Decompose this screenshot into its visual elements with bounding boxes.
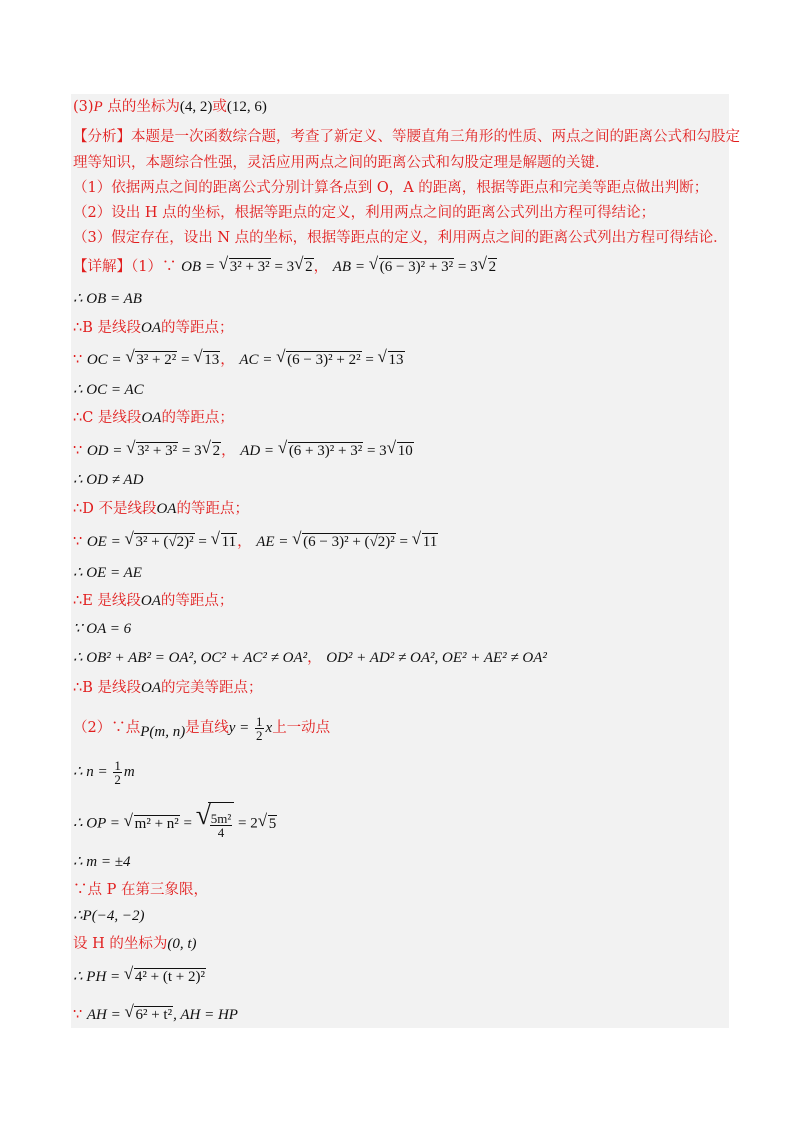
denominator: 4 [217, 825, 225, 841]
math: (4, 2) [179, 99, 213, 115]
ph-line [73, 968, 206, 986]
b-equidistant-line [73, 319, 234, 337]
math: AD = [240, 443, 278, 459]
b-perfect-equidistant-line [73, 679, 263, 697]
radicand: (6 − 3)² + 2² [287, 352, 361, 368]
radicand: (6 − 3)² + 3² [379, 259, 454, 275]
text: 是直线 [185, 720, 229, 736]
text: ∵ [73, 352, 87, 368]
sqrt [276, 351, 361, 369]
radicand: 3² + 2² [136, 352, 177, 368]
denominator: 2 [256, 727, 263, 743]
math: , AH = HP [173, 1007, 238, 1023]
radicand: 13 [204, 352, 220, 368]
oa-eq-6: ∵ OA = 6 [73, 621, 132, 637]
sqrt [193, 351, 220, 369]
radicand: (6 − 3)² + (√2)² [303, 534, 395, 550]
math: OA [141, 320, 161, 336]
p-third-quadrant: ∵点 P 在第三象限， [73, 882, 208, 898]
numerator: 1 [114, 757, 121, 773]
math: = 3 [270, 259, 295, 275]
math: ∴ [73, 908, 83, 924]
sqrt [124, 968, 206, 986]
text: ∴B 是线段 [73, 680, 141, 696]
sqrt [124, 533, 194, 551]
part2-point-p-line [73, 710, 330, 750]
text: ∴D 不是线段 [73, 501, 157, 517]
fraction [210, 812, 233, 839]
text: 点的坐标为 [102, 99, 180, 115]
radicand: 6² + t² [135, 1007, 173, 1023]
squares-line [73, 649, 547, 667]
e-equidistant-line [73, 592, 233, 610]
math: OE = [86, 534, 125, 550]
radicand: 3² + 3² [229, 259, 270, 275]
radicand: 11 [221, 534, 237, 550]
math: OB² + AB² = OA², OC² + AC² ≠ OA² [86, 650, 308, 666]
sqrt [378, 351, 405, 369]
math: = [179, 815, 196, 832]
sqrt [202, 442, 222, 460]
math: AC = [239, 352, 277, 368]
m-eq-pm4: ∴ m = ±4 [73, 854, 131, 870]
ah-line [73, 1006, 238, 1024]
text: 的等距点； [161, 410, 234, 426]
sqrt [387, 442, 414, 460]
math: ∴ [73, 815, 87, 832]
text: 上一动点 [272, 720, 331, 736]
radicand: 2 [305, 259, 313, 275]
text: ∴E 是线段 [73, 593, 141, 609]
analysis-line-2: 理等知识，本题综合性强，灵活应用两点之间的距离公式和勾股定理是解题的关键． [73, 155, 610, 171]
math: OC = [86, 352, 126, 368]
text: ∵ [73, 534, 87, 550]
text: 或 [212, 99, 227, 115]
text: 的等距点； [160, 593, 234, 609]
math: ∴ [73, 969, 87, 985]
sqrt [211, 533, 237, 551]
sqrt-fraction [196, 802, 235, 845]
sqrt [219, 258, 271, 276]
part3-answer-line [73, 98, 267, 116]
text: (3) [73, 99, 94, 115]
text: ， [313, 259, 329, 275]
numerator: 1 [256, 713, 263, 729]
text: ∴C 是线段 [73, 410, 142, 426]
radicand: 10 [397, 443, 413, 459]
sqrt [278, 442, 363, 460]
math: OB = [181, 259, 219, 275]
text: 设 H 的坐标为 [73, 936, 168, 952]
sqrt [369, 258, 454, 276]
math: = [395, 534, 412, 550]
ob-eq-ab: ∴ OB = AB [73, 291, 142, 307]
math: = [361, 352, 378, 368]
math: (0, t) [167, 936, 197, 952]
sqrt [292, 533, 396, 551]
text: ， [220, 352, 235, 368]
sqrt [412, 533, 438, 551]
math: y = [228, 720, 254, 736]
math: OA [141, 410, 162, 426]
d-not-equidistant-line [73, 500, 249, 518]
math: OP = [86, 815, 124, 832]
oe-eq-ae: ∴ OE = AE [73, 565, 142, 581]
math: = 2 [234, 815, 258, 832]
math: AB = [332, 259, 369, 275]
sqrt [294, 258, 314, 276]
text: ， [237, 534, 252, 550]
radicand: 2 [488, 259, 497, 275]
sqrt [124, 1006, 173, 1024]
c-equidistant-line [73, 409, 234, 427]
math: OA [140, 593, 161, 609]
text: 的等距点； [161, 320, 234, 336]
math: P [93, 99, 103, 115]
denominator: 2 [114, 771, 121, 787]
text: ∵ [73, 1007, 87, 1023]
od-neq-ad: ∴ OD ≠ AD [73, 472, 144, 488]
math: OA [156, 501, 177, 517]
text: ， [307, 650, 322, 666]
math: = 3 [178, 443, 202, 459]
math: ∴ [73, 650, 87, 666]
detail-ob-ab-line [73, 258, 497, 276]
oc-eq-ac: ∴ OC = AC [73, 382, 144, 398]
analysis-line-1: 【分析】本题是一次函数综合题，考查了新定义、等腰直角三角形的性质、两点之间的距离公式和勾股定 [73, 129, 740, 145]
text: ， [221, 443, 236, 459]
p-coords-line [73, 907, 144, 925]
math: P(−4, −2) [82, 908, 145, 924]
sqrt [125, 351, 177, 369]
analysis-step-2: （2）设出 H 点的坐标，根据等距点的定义，利用两点之间的距离公式列出方程可得结论； [73, 205, 656, 221]
numerator: √ 5m² [210, 811, 232, 827]
sqrt [124, 804, 180, 844]
math: ∴ [73, 764, 87, 780]
math: x [265, 720, 273, 736]
n-eq-half-m [73, 754, 135, 790]
math: = 3 [363, 443, 387, 459]
math: m [123, 764, 135, 780]
sqrt [478, 258, 498, 276]
analysis-step-1: （1）依据两点之间的距离公式分别计算各点到 O，A 的距离，根据等距点和完美等距点做出判断； [73, 180, 709, 196]
math: AE = [256, 534, 293, 550]
math: OA [141, 680, 161, 696]
text: 的等距点； [176, 501, 249, 517]
math: = 3 [454, 259, 478, 275]
text: （2）∵点 [73, 720, 141, 736]
math: = [194, 534, 211, 550]
math: P(m, n) [140, 724, 186, 740]
math: = [177, 352, 194, 368]
fraction [113, 759, 122, 786]
od-ad-line [73, 442, 414, 460]
text: ∴B 是线段 [73, 320, 141, 336]
text: 【详解】（1）∵ [73, 259, 177, 275]
math: n = [86, 764, 112, 780]
math: OD² + AD² ≠ OA², OE² + AE² ≠ OA² [326, 650, 547, 666]
radicand: 2 [212, 443, 221, 459]
h-coords-line [73, 935, 197, 953]
radicand: m² + n² [134, 815, 179, 832]
text: 的完美等距点； [161, 680, 263, 696]
radicand: 5 [268, 815, 277, 832]
text: ∵ [73, 443, 87, 459]
math: AH = [86, 1007, 125, 1023]
sqrt [258, 804, 278, 844]
radicand: 4² + (t + 2)² [134, 969, 205, 985]
analysis-step-3: （3）假定存在，设出 N 点的坐标，根据等距点的定义，利用两点之间的距离公式列出方程可得结论． [73, 230, 728, 246]
math: (12, 6) [226, 99, 267, 115]
sqrt [126, 442, 178, 460]
radicand: 13 [388, 352, 404, 368]
math: OD = [86, 443, 127, 459]
math: PH = [86, 969, 124, 985]
radicand: 3² + 3² [137, 443, 178, 459]
op-line [73, 802, 277, 845]
radicand: (6 + 3)² + 3² [288, 443, 363, 459]
radicand: 11 [422, 534, 438, 550]
oe-ae-line [73, 533, 438, 551]
radicand: 3² + (√2)² [135, 534, 194, 550]
fraction [255, 715, 264, 742]
oc-ac-line [73, 351, 405, 369]
